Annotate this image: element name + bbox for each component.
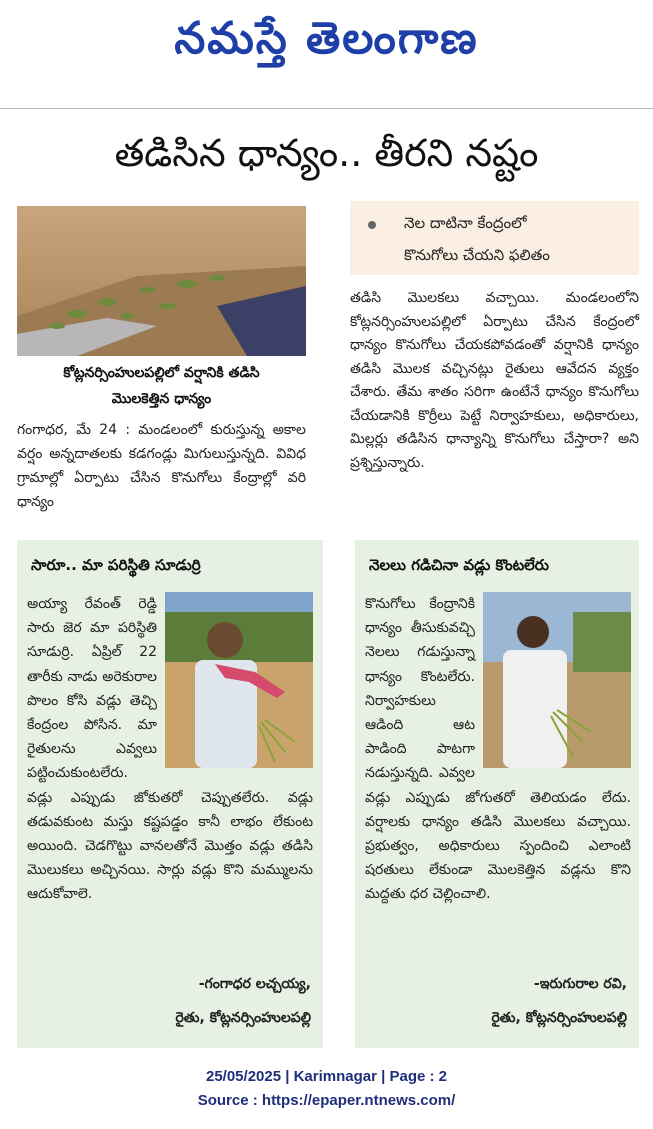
quote-title-1: సారూ.. మా పరిస్థితి సూడుర్రి (31, 556, 201, 574)
quote-signature-name-2: -ఇరుగురాల రవి, (533, 976, 627, 992)
quote-signature-name-1: -గంగాధర లచ్చయ్య, (198, 976, 311, 992)
quote-body-1: అయ్యా రేవంత్ రెడ్డి సారు జెర మా పరిస్థితి సూడుర్రి. ఏప్రిల్ 22 తారీకు నాడు అరెకురాల పొలం కోసి వడ్లు తెచ్చి కేంద్రంల పోసిన. మా రైతులను ఎవ్వలు పట్టించుకుంటలేరు. వడ్లు ఎప్పుడు జోకుతరో చెప్పుతలేరు. వడ్లు తడువకుంట మస్తు కష్టపడ్డం కానీ లాభం లేకుంట అయింది. చెడగొట్టు వానలతోనే మొత్తం వడ్లు తడిసి మొలుకలు అచ్చినయి. సార్లు వడ్లు కొని మమ్ములను ఆదుకోవాలె. (27, 596, 313, 903)
photo-caption (17, 360, 306, 412)
page-footer (0, 1065, 653, 1113)
quote-signature-place-1: రైతు, కోట్లనర్సింహులపల్లి (175, 1010, 311, 1026)
farmer-portrait-1 (165, 592, 313, 768)
quote-signature-place-2: రైతు, కోట్లనర్సింహులపల్లి (491, 1010, 627, 1026)
bullet-icon (368, 221, 376, 229)
source-link[interactable]: Source : https://epaper.ntnews.com/ (197, 1092, 456, 1109)
quote-body-container-1 (27, 592, 313, 907)
quote-title-2: నెలలు గడిచినా వడ్లు కొంటలేరు (369, 556, 549, 574)
farmer-portrait-2 (483, 592, 631, 768)
headline: తడిసిన ధాన్యం.. తీరని నష్టం (114, 131, 539, 175)
newspaper-name: నమస్తే తెలంగాణ (174, 13, 479, 64)
wet-grain-photo (17, 206, 306, 356)
masthead-logo (0, 0, 653, 78)
subheadline-line2: కొనుగోలు చేయని ఫలితం (404, 246, 550, 264)
photo-caption-line2: మొలకెత్తిన ధాన్యం (111, 391, 212, 407)
story-left-column: గంగాధర, మే 24 : మండలంలో కురుస్తున్న అకాల వర్షం అన్నదాతలకు కడగండ్లు మిగులుస్తున్నది. వివిధ గ్రామాల్లో ఏర్పాటు చేసిన కొనుగోలు కేంద్రాల్లో వరి ధాన్యం (17, 422, 306, 510)
farmer-quote-box-1 (17, 540, 323, 1048)
subheadline-line1: నెల దాటినా కేంద్రంలో (404, 214, 527, 232)
edition-info: 25/05/2025 | Karimnagar | Page : 2 (205, 1068, 448, 1085)
story-right-column: తడిసి మొలకలు వచ్చాయి. మండలంలోని కోట్లనర్సింహులపల్లిలో ఏర్పాటు చేసిన కేంద్రంలో ధాన్యం కొనుగోలు చేయకపోవడంతో వర్షానికి ధాన్యం తడిసి మొలక వచ్చినట్లు రైతులు ఆవేదన వ్యక్తం చేశారు. తేమ శాతం సరిగా ఉంటేనే ధాన్యం కొనుగోలు చేయడానికి కొర్రీలు పెట్టే నిర్వాహకులు, అధికారులు, మిల్లర్లు తడిసిన ధాన్యాన్ని కొనుగోలు చేస్తారా? అని ప్రశ్నిస్తున్నారు. (350, 290, 639, 471)
quote-body-2: కొనుగోలు కేంద్రానికి ధాన్యం తీసుకువచ్చి నెలలు గడుస్తున్నా ధాన్యం కొంటలేరు. నిర్వాహకులు ఆడింది ఆట పాడింది పాటగా నడుస్తున్నది. ఎవ్వల వడ్లు ఎప్పుడు జోగుతరో తెలియడం లేదు. వర్షాలకు ధాన్యం తడిసి మొలకలు వచ్చాయి. ప్రభుత్వం, అధికారులు స్పందించి ఎలాంటి షరతులు లేకుండా మొలకెత్తిన వడ్లను కొని మద్దతు ధర చెల్లించాలి. (365, 596, 631, 903)
photo-caption-line1: కోట్లనర్సింహులపల్లిలో వర్షానికి తడిసి (63, 365, 260, 381)
quote-body-container-2 (365, 592, 631, 907)
subheadline-box (350, 201, 639, 275)
masthead-divider (0, 108, 653, 109)
farmer-quote-box-2 (355, 540, 639, 1048)
